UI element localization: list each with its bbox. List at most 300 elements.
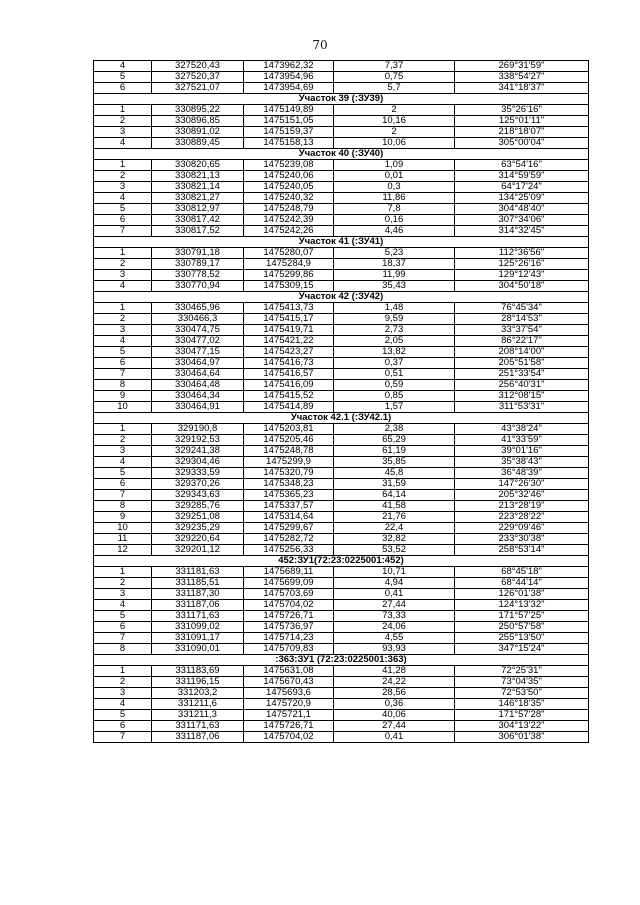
y-coordinate-cell: 1475365,23 <box>244 490 334 501</box>
segment-length-cell: 0,3 <box>334 182 455 193</box>
table-row <box>94 204 589 215</box>
segment-length-cell: 45,8 <box>334 468 455 479</box>
direction-angle-cell: 314°59'59" <box>455 171 589 182</box>
y-coordinate-cell: 1475721,1 <box>244 710 334 721</box>
point-number-cell: 1 <box>94 424 152 435</box>
segment-length-cell: 2 <box>334 105 455 116</box>
y-coordinate-cell: 1475413,73 <box>244 303 334 314</box>
table-row <box>94 677 589 688</box>
table-row <box>94 611 589 622</box>
x-coordinate-cell: 330464,34 <box>152 391 244 402</box>
y-coordinate-cell: 1475240,32 <box>244 193 334 204</box>
table-row <box>94 380 589 391</box>
table-row <box>94 127 589 138</box>
direction-angle-cell: 68°44'14" <box>455 578 589 589</box>
point-number-cell: 12 <box>94 545 152 556</box>
y-coordinate-cell: 1475348,23 <box>244 479 334 490</box>
x-coordinate-cell: 330791,18 <box>152 248 244 259</box>
x-coordinate-cell: 329201,12 <box>152 545 244 556</box>
table-row <box>94 138 589 149</box>
x-coordinate-cell: 331203,2 <box>152 688 244 699</box>
section-header-row <box>94 655 589 666</box>
y-coordinate-cell: 1475415,52 <box>244 391 334 402</box>
segment-length-cell: 5,7 <box>334 83 455 94</box>
direction-angle-cell: 64°17'24" <box>455 182 589 193</box>
y-coordinate-cell: 1475736,97 <box>244 622 334 633</box>
segment-length-cell: 35,43 <box>334 281 455 292</box>
section-title: Участок 40 (:ЗУ40) <box>94 149 589 160</box>
direction-angle-cell: 112°36'56" <box>455 248 589 259</box>
direction-angle-cell: 306°01'38" <box>455 732 589 743</box>
table-row <box>94 534 589 545</box>
point-number-cell: 1 <box>94 567 152 578</box>
table-row <box>94 424 589 435</box>
y-coordinate-cell: 1475149,89 <box>244 105 334 116</box>
direction-angle-cell: 73°04'35" <box>455 677 589 688</box>
y-coordinate-cell: 1475314,64 <box>244 512 334 523</box>
x-coordinate-cell: 330464,97 <box>152 358 244 369</box>
x-coordinate-cell: 330812,97 <box>152 204 244 215</box>
table-row <box>94 501 589 512</box>
table-row <box>94 61 589 72</box>
direction-angle-cell: 208°14'00" <box>455 347 589 358</box>
point-number-cell: 2 <box>94 259 152 270</box>
section-title: Участок 42.1 (:ЗУ42.1) <box>94 413 589 424</box>
x-coordinate-cell: 331099,02 <box>152 622 244 633</box>
table-row <box>94 281 589 292</box>
table-row <box>94 644 589 655</box>
point-number-cell: 5 <box>94 204 152 215</box>
direction-angle-cell: 250°57'58" <box>455 622 589 633</box>
point-number-cell: 5 <box>94 710 152 721</box>
y-coordinate-cell: 1475239,08 <box>244 160 334 171</box>
segment-length-cell: 22,4 <box>334 523 455 534</box>
table-row <box>94 303 589 314</box>
table-row <box>94 358 589 369</box>
x-coordinate-cell: 329192,53 <box>152 435 244 446</box>
x-coordinate-cell: 330789,17 <box>152 259 244 270</box>
segment-length-cell: 2,38 <box>334 424 455 435</box>
section-header-row <box>94 292 589 303</box>
table-row <box>94 248 589 259</box>
table-row <box>94 182 589 193</box>
direction-angle-cell: 347°15'24" <box>455 644 589 655</box>
point-number-cell: 2 <box>94 578 152 589</box>
y-coordinate-cell: 1475240,06 <box>244 171 334 182</box>
segment-length-cell: 24,22 <box>334 677 455 688</box>
segment-length-cell: 31,59 <box>334 479 455 490</box>
section-title: Участок 39 (:ЗУ39) <box>94 94 589 105</box>
segment-length-cell: 10,06 <box>334 138 455 149</box>
point-number-cell: 4 <box>94 138 152 149</box>
y-coordinate-cell: 1475416,73 <box>244 358 334 369</box>
x-coordinate-cell: 330778,52 <box>152 270 244 281</box>
y-coordinate-cell: 1475203,81 <box>244 424 334 435</box>
x-coordinate-cell: 330817,42 <box>152 215 244 226</box>
x-coordinate-cell: 331091,17 <box>152 633 244 644</box>
x-coordinate-cell: 329220,64 <box>152 534 244 545</box>
direction-angle-cell: 304°48'40" <box>455 204 589 215</box>
x-coordinate-cell: 330821,27 <box>152 193 244 204</box>
segment-length-cell: 11,86 <box>334 193 455 204</box>
point-number-cell: 8 <box>94 644 152 655</box>
segment-length-cell: 1,09 <box>334 160 455 171</box>
table-row <box>94 446 589 457</box>
segment-length-cell: 24,06 <box>334 622 455 633</box>
y-coordinate-cell: 1475726,71 <box>244 611 334 622</box>
y-coordinate-cell: 1473962,32 <box>244 61 334 72</box>
y-coordinate-cell: 1475631,08 <box>244 666 334 677</box>
x-coordinate-cell: 330464,91 <box>152 402 244 413</box>
direction-angle-cell: 311°53'31" <box>455 402 589 413</box>
table-row <box>94 402 589 413</box>
direction-angle-cell: 304°13'22" <box>455 721 589 732</box>
point-number-cell: 6 <box>94 83 152 94</box>
point-number-cell: 7 <box>94 633 152 644</box>
y-coordinate-cell: 1475299,9 <box>244 457 334 468</box>
y-coordinate-cell: 1475703,69 <box>244 589 334 600</box>
table-row <box>94 523 589 534</box>
point-number-cell: 2 <box>94 677 152 688</box>
y-coordinate-cell: 1475670,43 <box>244 677 334 688</box>
direction-angle-cell: 36°48'39" <box>455 468 589 479</box>
y-coordinate-cell: 1475416,57 <box>244 369 334 380</box>
y-coordinate-cell: 1475299,67 <box>244 523 334 534</box>
x-coordinate-cell: 329370,26 <box>152 479 244 490</box>
table-row <box>94 314 589 325</box>
table-row <box>94 270 589 281</box>
table-row <box>94 633 589 644</box>
direction-angle-cell: 223°28'22" <box>455 512 589 523</box>
table-row <box>94 193 589 204</box>
coordinates-table <box>93 60 589 743</box>
table-row <box>94 215 589 226</box>
y-coordinate-cell: 1475714,23 <box>244 633 334 644</box>
table-row <box>94 589 589 600</box>
point-number-cell: 2 <box>94 314 152 325</box>
y-coordinate-cell: 1475205,46 <box>244 435 334 446</box>
point-number-cell: 1 <box>94 248 152 259</box>
x-coordinate-cell: 330820,65 <box>152 160 244 171</box>
point-number-cell: 3 <box>94 589 152 600</box>
point-number-cell: 2 <box>94 435 152 446</box>
section-header-row <box>94 94 589 105</box>
segment-length-cell: 35,85 <box>334 457 455 468</box>
x-coordinate-cell: 329343,63 <box>152 490 244 501</box>
segment-length-cell: 5,23 <box>334 248 455 259</box>
x-coordinate-cell: 330821,14 <box>152 182 244 193</box>
segment-length-cell: 0,01 <box>334 171 455 182</box>
segment-length-cell: 0,75 <box>334 72 455 83</box>
x-coordinate-cell: 330821,13 <box>152 171 244 182</box>
point-number-cell: 6 <box>94 358 152 369</box>
segment-length-cell: 61,19 <box>334 446 455 457</box>
section-title: :363:ЗУ1 (72:23:0225001:363) <box>94 655 589 666</box>
segment-length-cell: 41,58 <box>334 501 455 512</box>
point-number-cell: 11 <box>94 534 152 545</box>
table-row <box>94 160 589 171</box>
table-row <box>94 83 589 94</box>
x-coordinate-cell: 329190,8 <box>152 424 244 435</box>
point-number-cell: 6 <box>94 215 152 226</box>
direction-angle-cell: 43°38'24" <box>455 424 589 435</box>
y-coordinate-cell: 1475704,02 <box>244 600 334 611</box>
table-row <box>94 688 589 699</box>
table-row <box>94 116 589 127</box>
table-row <box>94 259 589 270</box>
point-number-cell: 6 <box>94 622 152 633</box>
point-number-cell: 3 <box>94 325 152 336</box>
point-number-cell: 10 <box>94 402 152 413</box>
x-coordinate-cell: 327520,43 <box>152 61 244 72</box>
y-coordinate-cell: 1475720,9 <box>244 699 334 710</box>
x-coordinate-cell: 330895,22 <box>152 105 244 116</box>
x-coordinate-cell: 330896,85 <box>152 116 244 127</box>
point-number-cell: 4 <box>94 281 152 292</box>
page-number: 70 <box>312 38 328 52</box>
direction-angle-cell: 147°26'30" <box>455 479 589 490</box>
segment-length-cell: 0,85 <box>334 391 455 402</box>
table-row <box>94 545 589 556</box>
y-coordinate-cell: 1475726,71 <box>244 721 334 732</box>
point-number-cell: 1 <box>94 666 152 677</box>
segment-length-cell: 4,46 <box>334 226 455 237</box>
table-row <box>94 666 589 677</box>
direction-angle-cell: 304°50'18" <box>455 281 589 292</box>
direction-angle-cell: 205°51'58" <box>455 358 589 369</box>
x-coordinate-cell: 329304,46 <box>152 457 244 468</box>
y-coordinate-cell: 1475704,02 <box>244 732 334 743</box>
segment-length-cell: 0,16 <box>334 215 455 226</box>
point-number-cell: 6 <box>94 479 152 490</box>
point-number-cell: 2 <box>94 171 152 182</box>
direction-angle-cell: 205°32'46" <box>455 490 589 501</box>
point-number-cell: 3 <box>94 446 152 457</box>
x-coordinate-cell: 331183,69 <box>152 666 244 677</box>
table-row <box>94 479 589 490</box>
x-coordinate-cell: 330474,75 <box>152 325 244 336</box>
y-coordinate-cell: 1475320,79 <box>244 468 334 479</box>
segment-length-cell: 13,82 <box>334 347 455 358</box>
y-coordinate-cell: 1475299,86 <box>244 270 334 281</box>
direction-angle-cell: 28°14'53" <box>455 314 589 325</box>
x-coordinate-cell: 330465,96 <box>152 303 244 314</box>
direction-angle-cell: 213°28'19" <box>455 501 589 512</box>
point-number-cell: 9 <box>94 391 152 402</box>
x-coordinate-cell: 329241,38 <box>152 446 244 457</box>
segment-length-cell: 21,76 <box>334 512 455 523</box>
segment-length-cell: 18,37 <box>334 259 455 270</box>
direction-angle-cell: 72°53'50" <box>455 688 589 699</box>
y-coordinate-cell: 1475242,26 <box>244 226 334 237</box>
direction-angle-cell: 256°40'31" <box>455 380 589 391</box>
direction-angle-cell: 33°37'54" <box>455 325 589 336</box>
y-coordinate-cell: 1475248,79 <box>244 204 334 215</box>
y-coordinate-cell: 1475693,6 <box>244 688 334 699</box>
direction-angle-cell: 229°09'46" <box>455 523 589 534</box>
segment-length-cell: 27,44 <box>334 721 455 732</box>
direction-angle-cell: 314°32'45" <box>455 226 589 237</box>
direction-angle-cell: 171°57'28" <box>455 710 589 721</box>
segment-length-cell: 0,51 <box>334 369 455 380</box>
segment-length-cell: 93,93 <box>334 644 455 655</box>
table-row <box>94 512 589 523</box>
segment-length-cell: 2 <box>334 127 455 138</box>
direction-angle-cell: 218°18'07" <box>455 127 589 138</box>
point-number-cell: 3 <box>94 688 152 699</box>
direction-angle-cell: 126°01'38" <box>455 589 589 600</box>
table-row <box>94 699 589 710</box>
segment-length-cell: 7,8 <box>334 204 455 215</box>
table-row <box>94 171 589 182</box>
table-row <box>94 732 589 743</box>
table-row <box>94 336 589 347</box>
segment-length-cell: 65,29 <box>334 435 455 446</box>
x-coordinate-cell: 331181,63 <box>152 567 244 578</box>
segment-length-cell: 32,82 <box>334 534 455 545</box>
segment-length-cell: 2,05 <box>334 336 455 347</box>
direction-angle-cell: 269°31'59" <box>455 61 589 72</box>
point-number-cell: 8 <box>94 501 152 512</box>
point-number-cell: 9 <box>94 512 152 523</box>
x-coordinate-cell: 330891,02 <box>152 127 244 138</box>
segment-length-cell: 27,44 <box>334 600 455 611</box>
section-header-row <box>94 556 589 567</box>
x-coordinate-cell: 329235,29 <box>152 523 244 534</box>
point-number-cell: 1 <box>94 303 152 314</box>
segment-length-cell: 7,37 <box>334 61 455 72</box>
direction-angle-cell: 171°57'25" <box>455 611 589 622</box>
direction-angle-cell: 63°54'16" <box>455 160 589 171</box>
direction-angle-cell: 39°01'16" <box>455 446 589 457</box>
direction-angle-cell: 41°33'59" <box>455 435 589 446</box>
direction-angle-cell: 72°25'31" <box>455 666 589 677</box>
y-coordinate-cell: 1475416,09 <box>244 380 334 391</box>
x-coordinate-cell: 330817,52 <box>152 226 244 237</box>
y-coordinate-cell: 1473954,96 <box>244 72 334 83</box>
segment-length-cell: 1,57 <box>334 402 455 413</box>
direction-angle-cell: 35°26'16" <box>455 105 589 116</box>
segment-length-cell: 0,36 <box>334 699 455 710</box>
segment-length-cell: 64,14 <box>334 490 455 501</box>
point-number-cell: 7 <box>94 226 152 237</box>
table-row <box>94 600 589 611</box>
x-coordinate-cell: 331187,06 <box>152 732 244 743</box>
y-coordinate-cell: 1475414,89 <box>244 402 334 413</box>
segment-length-cell: 0,41 <box>334 732 455 743</box>
x-coordinate-cell: 329251,08 <box>152 512 244 523</box>
table-row <box>94 369 589 380</box>
point-number-cell: 4 <box>94 336 152 347</box>
point-number-cell: 2 <box>94 116 152 127</box>
y-coordinate-cell: 1475709,83 <box>244 644 334 655</box>
x-coordinate-cell: 331187,30 <box>152 589 244 600</box>
segment-length-cell: 41,28 <box>334 666 455 677</box>
x-coordinate-cell: 331211,6 <box>152 699 244 710</box>
y-coordinate-cell: 1475699,09 <box>244 578 334 589</box>
coordinates-table-body <box>94 61 589 743</box>
point-number-cell: 10 <box>94 523 152 534</box>
section-title: Участок 41 (:ЗУ41) <box>94 237 589 248</box>
segment-length-cell: 0,41 <box>334 589 455 600</box>
direction-angle-cell: 255°13'50" <box>455 633 589 644</box>
segment-length-cell: 1,48 <box>334 303 455 314</box>
y-coordinate-cell: 1473954,69 <box>244 83 334 94</box>
point-number-cell: 3 <box>94 127 152 138</box>
point-number-cell: 4 <box>94 193 152 204</box>
direction-angle-cell: 76°45'34" <box>455 303 589 314</box>
point-number-cell: 5 <box>94 72 152 83</box>
point-number-cell: 7 <box>94 490 152 501</box>
y-coordinate-cell: 1475242,39 <box>244 215 334 226</box>
table-row <box>94 622 589 633</box>
x-coordinate-cell: 331196,15 <box>152 677 244 688</box>
segment-length-cell: 53,52 <box>334 545 455 556</box>
direction-angle-cell: 68°45'18" <box>455 567 589 578</box>
direction-angle-cell: 258°53'14" <box>455 545 589 556</box>
table-row <box>94 325 589 336</box>
section-title: 452:ЗУ1(72:23:0225001:452) <box>94 556 589 567</box>
segment-length-cell: 9,59 <box>334 314 455 325</box>
table-row <box>94 347 589 358</box>
table-row <box>94 721 589 732</box>
segment-length-cell: 2,73 <box>334 325 455 336</box>
point-number-cell: 8 <box>94 380 152 391</box>
direction-angle-cell: 125°26'16" <box>455 259 589 270</box>
direction-angle-cell: 86°22'17" <box>455 336 589 347</box>
x-coordinate-cell: 331187,06 <box>152 600 244 611</box>
y-coordinate-cell: 1475309,15 <box>244 281 334 292</box>
direction-angle-cell: 341°18'37" <box>455 83 589 94</box>
table-row <box>94 105 589 116</box>
segment-length-cell: 0,37 <box>334 358 455 369</box>
segment-length-cell: 4,55 <box>334 633 455 644</box>
direction-angle-cell: 233°30'38" <box>455 534 589 545</box>
x-coordinate-cell: 329285,76 <box>152 501 244 512</box>
point-number-cell: 4 <box>94 699 152 710</box>
direction-angle-cell: 134°25'09" <box>455 193 589 204</box>
y-coordinate-cell: 1475256,33 <box>244 545 334 556</box>
table-row <box>94 391 589 402</box>
table-row <box>94 72 589 83</box>
point-number-cell: 5 <box>94 347 152 358</box>
x-coordinate-cell: 331171,63 <box>152 611 244 622</box>
y-coordinate-cell: 1475415,17 <box>244 314 334 325</box>
direction-angle-cell: 35°38'43" <box>455 457 589 468</box>
y-coordinate-cell: 1475240,05 <box>244 182 334 193</box>
y-coordinate-cell: 1475158,13 <box>244 138 334 149</box>
section-header-row <box>94 237 589 248</box>
point-number-cell: 1 <box>94 160 152 171</box>
y-coordinate-cell: 1475421,22 <box>244 336 334 347</box>
y-coordinate-cell: 1475159,37 <box>244 127 334 138</box>
x-coordinate-cell: 329333,59 <box>152 468 244 479</box>
x-coordinate-cell: 330770,94 <box>152 281 244 292</box>
x-coordinate-cell: 331185,51 <box>152 578 244 589</box>
segment-length-cell: 73,33 <box>334 611 455 622</box>
direction-angle-cell: 251°33'54" <box>455 369 589 380</box>
segment-length-cell: 40,06 <box>334 710 455 721</box>
x-coordinate-cell: 330466,3 <box>152 314 244 325</box>
section-header-row <box>94 413 589 424</box>
section-title: Участок 42 (:ЗУ42) <box>94 292 589 303</box>
point-number-cell: 4 <box>94 61 152 72</box>
table-row <box>94 490 589 501</box>
segment-length-cell: 10,71 <box>334 567 455 578</box>
y-coordinate-cell: 1475284,9 <box>244 259 334 270</box>
point-number-cell: 3 <box>94 270 152 281</box>
point-number-cell: 4 <box>94 600 152 611</box>
